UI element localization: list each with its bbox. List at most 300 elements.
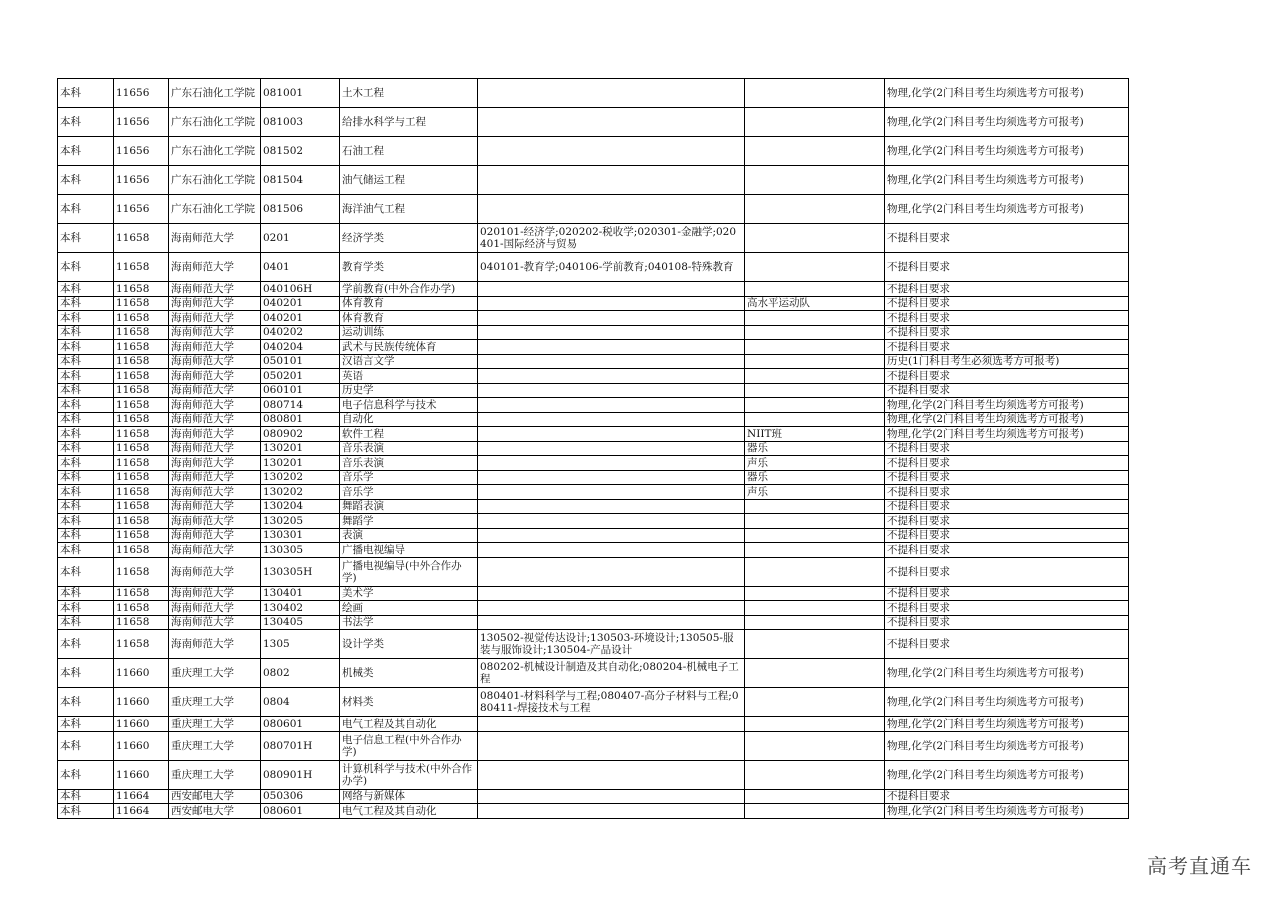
major-name-cell: 广播电视编导 [340, 543, 478, 558]
major-name-cell: 海洋油气工程 [340, 195, 478, 224]
level-cell: 本科 [58, 427, 114, 442]
subject-requirement-cell: 历史(1门科目考生必须选考方可报考) [885, 354, 1129, 369]
subject-requirement-cell: 不提科目要求 [885, 282, 1129, 297]
school-name-cell: 海南师范大学 [169, 630, 261, 659]
included-majors-cell [478, 354, 745, 369]
subject-requirement-cell: 物理,化学(2门科目考生均须选考方可报考) [885, 166, 1129, 195]
remark-cell [745, 601, 885, 616]
remark-cell: 器乐 [745, 441, 885, 456]
remark-cell [745, 166, 885, 195]
subject-requirement-cell: 物理,化学(2门科目考生均须选考方可报考) [885, 731, 1129, 760]
included-majors-cell [478, 586, 745, 601]
school-code-cell: 11658 [114, 630, 169, 659]
included-majors-cell [478, 311, 745, 326]
school-code-cell: 11658 [114, 296, 169, 311]
major-name-cell: 机械类 [340, 659, 478, 688]
remark-cell [745, 253, 885, 282]
school-code-cell: 11658 [114, 427, 169, 442]
subject-requirement-cell: 物理,化学(2门科目考生均须选考方可报考) [885, 427, 1129, 442]
remark-cell [745, 760, 885, 789]
subject-requirement-cell: 不提科目要求 [885, 528, 1129, 543]
school-name-cell: 海南师范大学 [169, 441, 261, 456]
school-code-cell: 11656 [114, 166, 169, 195]
included-majors-cell [478, 325, 745, 340]
subject-requirement-cell: 不提科目要求 [885, 470, 1129, 485]
included-majors-cell [478, 137, 745, 166]
table-row [58, 557, 1129, 586]
major-code-cell: 130201 [261, 441, 340, 456]
major-name-cell: 武术与民族传统体育 [340, 340, 478, 355]
remark-cell [745, 528, 885, 543]
major-name-cell: 体育教育 [340, 296, 478, 311]
table-row [58, 282, 1129, 297]
watermark-text: 高考直通车 [1147, 854, 1252, 878]
major-code-cell: 0804 [261, 688, 340, 717]
included-majors-cell [478, 296, 745, 311]
major-code-cell: 080902 [261, 427, 340, 442]
major-code-cell: 130202 [261, 470, 340, 485]
major-name-cell: 给排水科学与工程 [340, 108, 478, 137]
level-cell: 本科 [58, 804, 114, 819]
included-majors-cell: 040101-教育学;040106-学前教育;040108-特殊教育 [478, 253, 745, 282]
subject-requirement-cell: 不提科目要求 [885, 253, 1129, 282]
included-majors-cell [478, 601, 745, 616]
school-code-cell: 11656 [114, 108, 169, 137]
school-name-cell: 海南师范大学 [169, 253, 261, 282]
subject-requirement-cell: 不提科目要求 [885, 369, 1129, 384]
included-majors-cell: 020101-经济学;020202-税收学;020301-金融学;020401-国际经济与贸易 [478, 224, 745, 253]
major-code-cell: 130305H [261, 557, 340, 586]
table-row [58, 166, 1129, 195]
table-row [58, 369, 1129, 384]
level-cell: 本科 [58, 253, 114, 282]
major-name-cell: 土木工程 [340, 79, 478, 108]
remark-cell: 高水平运动队 [745, 296, 885, 311]
school-code-cell: 11658 [114, 325, 169, 340]
level-cell: 本科 [58, 369, 114, 384]
major-name-cell: 经济学类 [340, 224, 478, 253]
remark-cell [745, 383, 885, 398]
included-majors-cell: 080401-材料科学与工程;080407-高分子材料与工程;080411-焊接技术与工程 [478, 688, 745, 717]
included-majors-cell [478, 412, 745, 427]
major-name-cell: 运动训练 [340, 325, 478, 340]
included-majors-cell [478, 383, 745, 398]
school-name-cell: 海南师范大学 [169, 398, 261, 413]
remark-cell [745, 282, 885, 297]
table-row [58, 630, 1129, 659]
remark-cell: 声乐 [745, 456, 885, 471]
remark-cell [745, 615, 885, 630]
subject-requirement-cell: 物理,化学(2门科目考生均须选考方可报考) [885, 659, 1129, 688]
school-name-cell: 西安邮电大学 [169, 804, 261, 819]
level-cell: 本科 [58, 717, 114, 732]
school-code-cell: 11658 [114, 514, 169, 529]
school-name-cell: 广东石油化工学院 [169, 195, 261, 224]
subject-requirement-cell: 物理,化学(2门科目考生均须选考方可报考) [885, 398, 1129, 413]
major-code-cell: 0802 [261, 659, 340, 688]
subject-requirement-cell: 不提科目要求 [885, 499, 1129, 514]
major-code-cell: 081001 [261, 79, 340, 108]
major-name-cell: 书法学 [340, 615, 478, 630]
subject-requirement-cell: 物理,化学(2门科目考生均须选考方可报考) [885, 108, 1129, 137]
major-code-cell: 040106H [261, 282, 340, 297]
major-code-cell: 080601 [261, 717, 340, 732]
school-name-cell: 广东石油化工学院 [169, 108, 261, 137]
level-cell: 本科 [58, 586, 114, 601]
school-name-cell: 海南师范大学 [169, 456, 261, 471]
subject-requirement-cell: 不提科目要求 [885, 224, 1129, 253]
school-code-cell: 11658 [114, 369, 169, 384]
level-cell: 本科 [58, 224, 114, 253]
major-name-cell: 设计学类 [340, 630, 478, 659]
school-name-cell: 海南师范大学 [169, 354, 261, 369]
school-code-cell: 11658 [114, 441, 169, 456]
major-name-cell: 音乐表演 [340, 441, 478, 456]
school-name-cell: 海南师范大学 [169, 296, 261, 311]
subject-requirement-cell: 不提科目要求 [885, 543, 1129, 558]
level-cell: 本科 [58, 325, 114, 340]
school-name-cell: 重庆理工大学 [169, 760, 261, 789]
remark-cell: 器乐 [745, 470, 885, 485]
subject-requirement-cell: 不提科目要求 [885, 514, 1129, 529]
school-code-cell: 11658 [114, 601, 169, 616]
included-majors-cell [478, 398, 745, 413]
school-code-cell: 11658 [114, 224, 169, 253]
major-code-cell: 130405 [261, 615, 340, 630]
major-name-cell: 舞蹈表演 [340, 499, 478, 514]
major-name-cell: 音乐学 [340, 485, 478, 500]
remark-cell [745, 325, 885, 340]
table-body [58, 79, 1129, 819]
table-row [58, 79, 1129, 108]
major-name-cell: 电子信息科学与技术 [340, 398, 478, 413]
included-majors-cell [478, 731, 745, 760]
level-cell: 本科 [58, 398, 114, 413]
school-code-cell: 11658 [114, 398, 169, 413]
major-code-cell: 130202 [261, 485, 340, 500]
school-code-cell: 11658 [114, 412, 169, 427]
remark-cell [745, 224, 885, 253]
level-cell: 本科 [58, 499, 114, 514]
school-code-cell: 11664 [114, 789, 169, 804]
major-code-cell: 060101 [261, 383, 340, 398]
major-code-cell: 081502 [261, 137, 340, 166]
remark-cell [745, 688, 885, 717]
table-row [58, 224, 1129, 253]
subject-requirement-cell: 不提科目要求 [885, 601, 1129, 616]
subject-requirement-cell: 不提科目要求 [885, 586, 1129, 601]
major-code-cell: 130201 [261, 456, 340, 471]
school-code-cell: 11658 [114, 311, 169, 326]
table-row [58, 514, 1129, 529]
school-name-cell: 海南师范大学 [169, 412, 261, 427]
included-majors-cell [478, 427, 745, 442]
subject-requirement-cell: 物理,化学(2门科目考生均须选考方可报考) [885, 688, 1129, 717]
table-row [58, 688, 1129, 717]
school-name-cell: 海南师范大学 [169, 282, 261, 297]
school-name-cell: 海南师范大学 [169, 470, 261, 485]
level-cell: 本科 [58, 659, 114, 688]
major-code-cell: 130204 [261, 499, 340, 514]
remark-cell: NIIT班 [745, 427, 885, 442]
remark-cell [745, 79, 885, 108]
school-code-cell: 11658 [114, 383, 169, 398]
level-cell: 本科 [58, 760, 114, 789]
subject-requirement-cell: 不提科目要求 [885, 789, 1129, 804]
subject-requirement-cell: 不提科目要求 [885, 630, 1129, 659]
table-row [58, 717, 1129, 732]
major-code-cell: 080714 [261, 398, 340, 413]
major-name-cell: 舞蹈学 [340, 514, 478, 529]
level-cell: 本科 [58, 557, 114, 586]
level-cell: 本科 [58, 528, 114, 543]
included-majors-cell [478, 717, 745, 732]
level-cell: 本科 [58, 412, 114, 427]
school-name-cell: 西安邮电大学 [169, 789, 261, 804]
level-cell: 本科 [58, 195, 114, 224]
school-code-cell: 11660 [114, 717, 169, 732]
major-name-cell: 表演 [340, 528, 478, 543]
subject-requirement-cell: 物理,化学(2门科目考生均须选考方可报考) [885, 137, 1129, 166]
subject-requirement-cell: 不提科目要求 [885, 340, 1129, 355]
table-row [58, 615, 1129, 630]
school-code-cell: 11658 [114, 340, 169, 355]
school-name-cell: 海南师范大学 [169, 340, 261, 355]
school-name-cell: 重庆理工大学 [169, 688, 261, 717]
school-name-cell: 海南师范大学 [169, 601, 261, 616]
subject-requirement-cell: 不提科目要求 [885, 383, 1129, 398]
major-code-cell: 050101 [261, 354, 340, 369]
school-code-cell: 11664 [114, 804, 169, 819]
remark-cell [745, 630, 885, 659]
included-majors-cell [478, 340, 745, 355]
subject-requirement-cell: 不提科目要求 [885, 485, 1129, 500]
school-code-cell: 11658 [114, 253, 169, 282]
major-name-cell: 软件工程 [340, 427, 478, 442]
table-row [58, 108, 1129, 137]
remark-cell [745, 557, 885, 586]
table-row [58, 456, 1129, 471]
remark-cell [745, 804, 885, 819]
major-code-cell: 0401 [261, 253, 340, 282]
remark-cell [745, 137, 885, 166]
major-code-cell: 080901H [261, 760, 340, 789]
level-cell: 本科 [58, 789, 114, 804]
subject-requirement-cell: 不提科目要求 [885, 557, 1129, 586]
enrollment-table [57, 78, 1129, 819]
school-name-cell: 海南师范大学 [169, 224, 261, 253]
remark-cell [745, 717, 885, 732]
included-majors-cell [478, 760, 745, 789]
school-name-cell: 广东石油化工学院 [169, 166, 261, 195]
major-code-cell: 081003 [261, 108, 340, 137]
major-name-cell: 电气工程及其自动化 [340, 804, 478, 819]
major-code-cell: 130305 [261, 543, 340, 558]
table-row [58, 137, 1129, 166]
subject-requirement-cell: 物理,化学(2门科目考生均须选考方可报考) [885, 804, 1129, 819]
school-code-cell: 11656 [114, 79, 169, 108]
level-cell: 本科 [58, 688, 114, 717]
table-row [58, 412, 1129, 427]
remark-cell [745, 586, 885, 601]
major-code-cell: 1305 [261, 630, 340, 659]
included-majors-cell [478, 108, 745, 137]
level-cell: 本科 [58, 543, 114, 558]
level-cell: 本科 [58, 296, 114, 311]
included-majors-cell [478, 79, 745, 108]
level-cell: 本科 [58, 79, 114, 108]
school-code-cell: 11656 [114, 195, 169, 224]
table-row [58, 601, 1129, 616]
table-row [58, 789, 1129, 804]
table-row [58, 804, 1129, 819]
school-code-cell: 11658 [114, 499, 169, 514]
level-cell: 本科 [58, 340, 114, 355]
table-row [58, 296, 1129, 311]
level-cell: 本科 [58, 514, 114, 529]
level-cell: 本科 [58, 731, 114, 760]
school-name-cell: 重庆理工大学 [169, 717, 261, 732]
major-name-cell: 电子信息工程(中外合作办学) [340, 731, 478, 760]
remark-cell [745, 543, 885, 558]
table-row [58, 195, 1129, 224]
major-code-cell: 050201 [261, 369, 340, 384]
major-code-cell: 080801 [261, 412, 340, 427]
remark-cell [745, 514, 885, 529]
school-code-cell: 11658 [114, 557, 169, 586]
subject-requirement-cell: 不提科目要求 [885, 615, 1129, 630]
school-name-cell: 广东石油化工学院 [169, 137, 261, 166]
level-cell: 本科 [58, 137, 114, 166]
subject-requirement-cell: 不提科目要求 [885, 296, 1129, 311]
level-cell: 本科 [58, 383, 114, 398]
school-code-cell: 11658 [114, 456, 169, 471]
level-cell: 本科 [58, 282, 114, 297]
school-name-cell: 海南师范大学 [169, 586, 261, 601]
remark-cell [745, 108, 885, 137]
major-name-cell: 电气工程及其自动化 [340, 717, 478, 732]
remark-cell [745, 340, 885, 355]
level-cell: 本科 [58, 311, 114, 326]
table-row [58, 427, 1129, 442]
subject-requirement-cell: 物理,化学(2门科目考生均须选考方可报考) [885, 412, 1129, 427]
included-majors-cell [478, 369, 745, 384]
remark-cell [745, 369, 885, 384]
school-code-cell: 11658 [114, 485, 169, 500]
school-name-cell: 海南师范大学 [169, 427, 261, 442]
level-cell: 本科 [58, 630, 114, 659]
major-code-cell: 080701H [261, 731, 340, 760]
school-code-cell: 11658 [114, 282, 169, 297]
major-name-cell: 教育学类 [340, 253, 478, 282]
school-code-cell: 11658 [114, 354, 169, 369]
level-cell: 本科 [58, 441, 114, 456]
included-majors-cell: 080202-机械设计制造及其自动化;080204-机械电子工程 [478, 659, 745, 688]
remark-cell [745, 195, 885, 224]
included-majors-cell [478, 485, 745, 500]
school-code-cell: 11660 [114, 760, 169, 789]
school-code-cell: 11658 [114, 586, 169, 601]
table-row [58, 760, 1129, 789]
table-row [58, 311, 1129, 326]
major-name-cell: 计算机科学与技术(中外合作办学) [340, 760, 478, 789]
major-code-cell: 130402 [261, 601, 340, 616]
school-code-cell: 11658 [114, 615, 169, 630]
major-code-cell: 0201 [261, 224, 340, 253]
major-name-cell: 音乐表演 [340, 456, 478, 471]
included-majors-cell [478, 282, 745, 297]
subject-requirement-cell: 物理,化学(2门科目考生均须选考方可报考) [885, 717, 1129, 732]
major-code-cell: 040204 [261, 340, 340, 355]
school-name-cell: 海南师范大学 [169, 311, 261, 326]
major-name-cell: 汉语言文学 [340, 354, 478, 369]
school-name-cell: 海南师范大学 [169, 615, 261, 630]
included-majors-cell [478, 514, 745, 529]
level-cell: 本科 [58, 470, 114, 485]
school-name-cell: 海南师范大学 [169, 514, 261, 529]
table-row [58, 659, 1129, 688]
school-code-cell: 11660 [114, 688, 169, 717]
school-name-cell: 广东石油化工学院 [169, 79, 261, 108]
level-cell: 本科 [58, 601, 114, 616]
included-majors-cell [478, 441, 745, 456]
major-name-cell: 广播电视编导(中外合作办学) [340, 557, 478, 586]
included-majors-cell [478, 195, 745, 224]
subject-requirement-cell: 不提科目要求 [885, 325, 1129, 340]
table-row [58, 485, 1129, 500]
major-name-cell: 绘画 [340, 601, 478, 616]
school-name-cell: 海南师范大学 [169, 383, 261, 398]
level-cell: 本科 [58, 456, 114, 471]
remark-cell: 声乐 [745, 485, 885, 500]
major-code-cell: 040201 [261, 311, 340, 326]
included-majors-cell [478, 543, 745, 558]
major-code-cell: 080601 [261, 804, 340, 819]
included-majors-cell: 130502-视觉传达设计;130503-环境设计;130505-服装与服饰设计;130504-产品设计 [478, 630, 745, 659]
school-name-cell: 海南师范大学 [169, 528, 261, 543]
school-name-cell: 海南师范大学 [169, 557, 261, 586]
school-name-cell: 重庆理工大学 [169, 659, 261, 688]
remark-cell [745, 354, 885, 369]
major-name-cell: 材料类 [340, 688, 478, 717]
school-code-cell: 11658 [114, 543, 169, 558]
level-cell: 本科 [58, 354, 114, 369]
major-code-cell: 040201 [261, 296, 340, 311]
included-majors-cell [478, 528, 745, 543]
school-code-cell: 11656 [114, 137, 169, 166]
school-name-cell: 海南师范大学 [169, 485, 261, 500]
table-row [58, 253, 1129, 282]
school-name-cell: 海南师范大学 [169, 369, 261, 384]
table-row [58, 398, 1129, 413]
table-row [58, 441, 1129, 456]
table-row [58, 325, 1129, 340]
included-majors-cell [478, 470, 745, 485]
included-majors-cell [478, 166, 745, 195]
included-majors-cell [478, 789, 745, 804]
school-code-cell: 11660 [114, 731, 169, 760]
major-code-cell: 130205 [261, 514, 340, 529]
table-row [58, 354, 1129, 369]
table-row [58, 383, 1129, 398]
school-code-cell: 11658 [114, 470, 169, 485]
remark-cell [745, 731, 885, 760]
school-code-cell: 11660 [114, 659, 169, 688]
major-name-cell: 英语 [340, 369, 478, 384]
major-code-cell: 040202 [261, 325, 340, 340]
school-name-cell: 海南师范大学 [169, 325, 261, 340]
school-code-cell: 11658 [114, 528, 169, 543]
